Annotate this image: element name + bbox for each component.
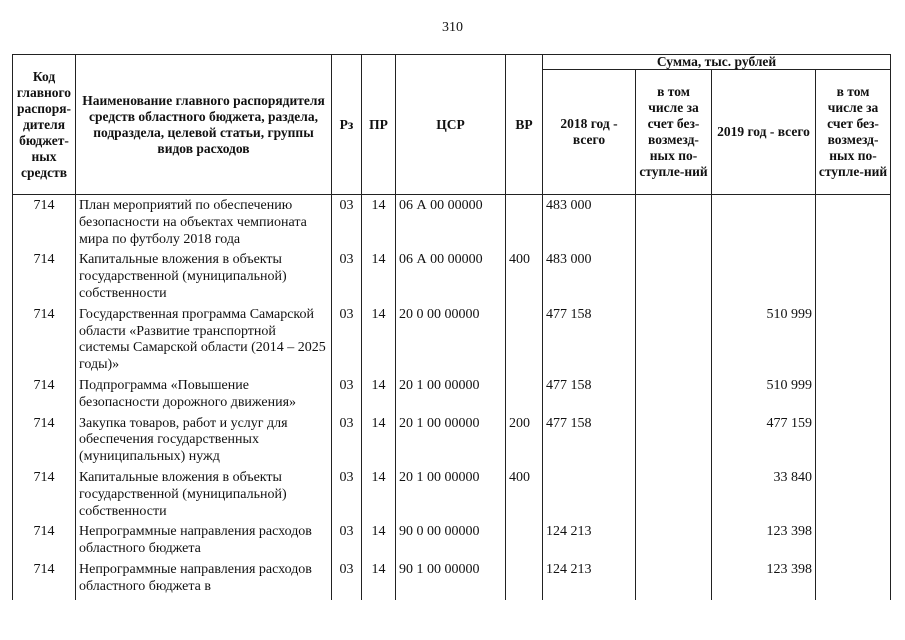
cell-2018-total: 477 158	[543, 378, 636, 416]
cell-name: Капитальные вложения в объекты государственной (муниципальной) собственности	[76, 252, 332, 306]
cell-name: Непрограммные направления расходов областного бюджета в	[76, 562, 332, 600]
page-number: 310	[442, 20, 463, 35]
cell-pr: 14	[362, 416, 396, 470]
cell-rz: 03	[332, 307, 362, 378]
cell-pr: 14	[362, 252, 396, 306]
cell-name: Непрограммные направления расходов областного бюджета	[76, 524, 332, 562]
cell-2018-total	[543, 470, 636, 524]
cell-2018-gratuitous	[636, 378, 712, 416]
cell-2019-gratuitous	[816, 562, 891, 600]
cell-rz: 03	[332, 524, 362, 562]
cell-csr: 20 1 00 00000	[396, 416, 506, 470]
cell-2018-total: 483 000	[543, 252, 636, 306]
header-csr: ЦСР	[396, 55, 506, 195]
cell-rz: 03	[332, 252, 362, 306]
cell-name: Подпрограмма «Повышение безопасности дорожного движения»	[76, 378, 332, 416]
cell-csr: 20 1 00 00000	[396, 470, 506, 524]
cell-code: 714	[13, 562, 76, 600]
cell-2018-gratuitous	[636, 470, 712, 524]
cell-2018-total: 124 213	[543, 562, 636, 600]
cell-csr: 90 1 00 00000	[396, 562, 506, 600]
cell-2019-gratuitous	[816, 252, 891, 306]
cell-vr	[506, 562, 543, 600]
cell-csr: 90 0 00 00000	[396, 524, 506, 562]
cell-vr	[506, 378, 543, 416]
cell-2019-total	[712, 195, 816, 253]
cell-pr: 14	[362, 470, 396, 524]
cell-rz: 03	[332, 470, 362, 524]
cell-vr	[506, 307, 543, 378]
cell-2019-total	[712, 252, 816, 306]
cell-code: 714	[13, 378, 76, 416]
cell-rz: 03	[332, 378, 362, 416]
cell-vr: 200	[506, 416, 543, 470]
cell-2018-total: 477 158	[543, 416, 636, 470]
cell-pr: 14	[362, 524, 396, 562]
table-row	[13, 252, 891, 306]
cell-vr: 400	[506, 470, 543, 524]
cell-2019-gratuitous	[816, 195, 891, 253]
cell-pr: 14	[362, 562, 396, 600]
cell-2018-gratuitous	[636, 416, 712, 470]
header-2018-gratuitous: в том числе за счет без-возмезд-ных по-ступле-ний	[636, 70, 712, 195]
header-2018-total: 2018 год - всего	[543, 70, 636, 195]
table-row	[13, 416, 891, 470]
cell-2019-total: 33 840	[712, 470, 816, 524]
cell-rz: 03	[332, 416, 362, 470]
cell-2019-total: 123 398	[712, 524, 816, 562]
cell-pr: 14	[362, 195, 396, 253]
cell-2019-gratuitous	[816, 378, 891, 416]
cell-2018-total: 483 000	[543, 195, 636, 253]
cell-csr: 06 А 00 00000	[396, 252, 506, 306]
cell-2019-gratuitous	[816, 307, 891, 378]
cell-2018-gratuitous	[636, 252, 712, 306]
table-row	[13, 195, 891, 253]
table-row	[13, 378, 891, 416]
cell-name: Капитальные вложения в объекты государственной (муниципальной) собственности	[76, 470, 332, 524]
header-rz: Рз	[332, 55, 362, 195]
table-row	[13, 562, 891, 600]
cell-2019-total: 477 159	[712, 416, 816, 470]
table-row	[13, 470, 891, 524]
cell-code: 714	[13, 252, 76, 306]
cell-csr: 20 0 00 00000	[396, 307, 506, 378]
header-pr: ПР	[362, 55, 396, 195]
cell-vr: 400	[506, 252, 543, 306]
cell-name: План мероприятий по обеспечению безопасности на объектах чемпионата мира по футболу 2018 года	[76, 195, 332, 253]
cell-2018-total: 477 158	[543, 307, 636, 378]
header-sum-title: Сумма, тыс. рублей	[543, 55, 891, 70]
table-row	[13, 307, 891, 378]
cell-2019-total: 510 999	[712, 378, 816, 416]
cell-2018-gratuitous	[636, 562, 712, 600]
cell-vr	[506, 195, 543, 253]
cell-rz: 03	[332, 562, 362, 600]
cell-2019-gratuitous	[816, 416, 891, 470]
cell-csr: 20 1 00 00000	[396, 378, 506, 416]
cell-name: Закупка товаров, работ и услуг для обеспечения государственных (муниципальных) нужд	[76, 416, 332, 470]
cell-pr: 14	[362, 378, 396, 416]
cell-2019-total: 510 999	[712, 307, 816, 378]
cell-2018-gratuitous	[636, 524, 712, 562]
table-body	[13, 195, 891, 600]
cell-name: Государственная программа Самарской области «Развитие транспортной системы Самарской области (2014 – 2025 годы)»	[76, 307, 332, 378]
cell-2018-gratuitous	[636, 307, 712, 378]
budget-table	[12, 54, 891, 600]
header-code: Код главного распоря-дителя бюджет-ных средств	[13, 55, 76, 195]
cell-code: 714	[13, 195, 76, 253]
cell-2019-gratuitous	[816, 470, 891, 524]
cell-code: 714	[13, 307, 76, 378]
cell-code: 714	[13, 416, 76, 470]
cell-2019-gratuitous	[816, 524, 891, 562]
cell-code: 714	[13, 470, 76, 524]
cell-csr: 06 А 00 00000	[396, 195, 506, 253]
header-2019-total: 2019 год - всего	[712, 70, 816, 195]
header-vr: ВР	[506, 55, 543, 195]
cell-vr	[506, 524, 543, 562]
header-2019-gratuitous: в том числе за счет без-возмезд-ных по-ступле-ний	[816, 70, 891, 195]
header-name: Наименование главного распорядителя средств областного бюджета, раздела, подраздела, целевой статьи, группы видов расходов	[76, 55, 332, 195]
cell-2019-total: 123 398	[712, 562, 816, 600]
cell-code: 714	[13, 524, 76, 562]
cell-2018-gratuitous	[636, 195, 712, 253]
cell-rz: 03	[332, 195, 362, 253]
table-row	[13, 524, 891, 562]
cell-pr: 14	[362, 307, 396, 378]
cell-2018-total: 124 213	[543, 524, 636, 562]
